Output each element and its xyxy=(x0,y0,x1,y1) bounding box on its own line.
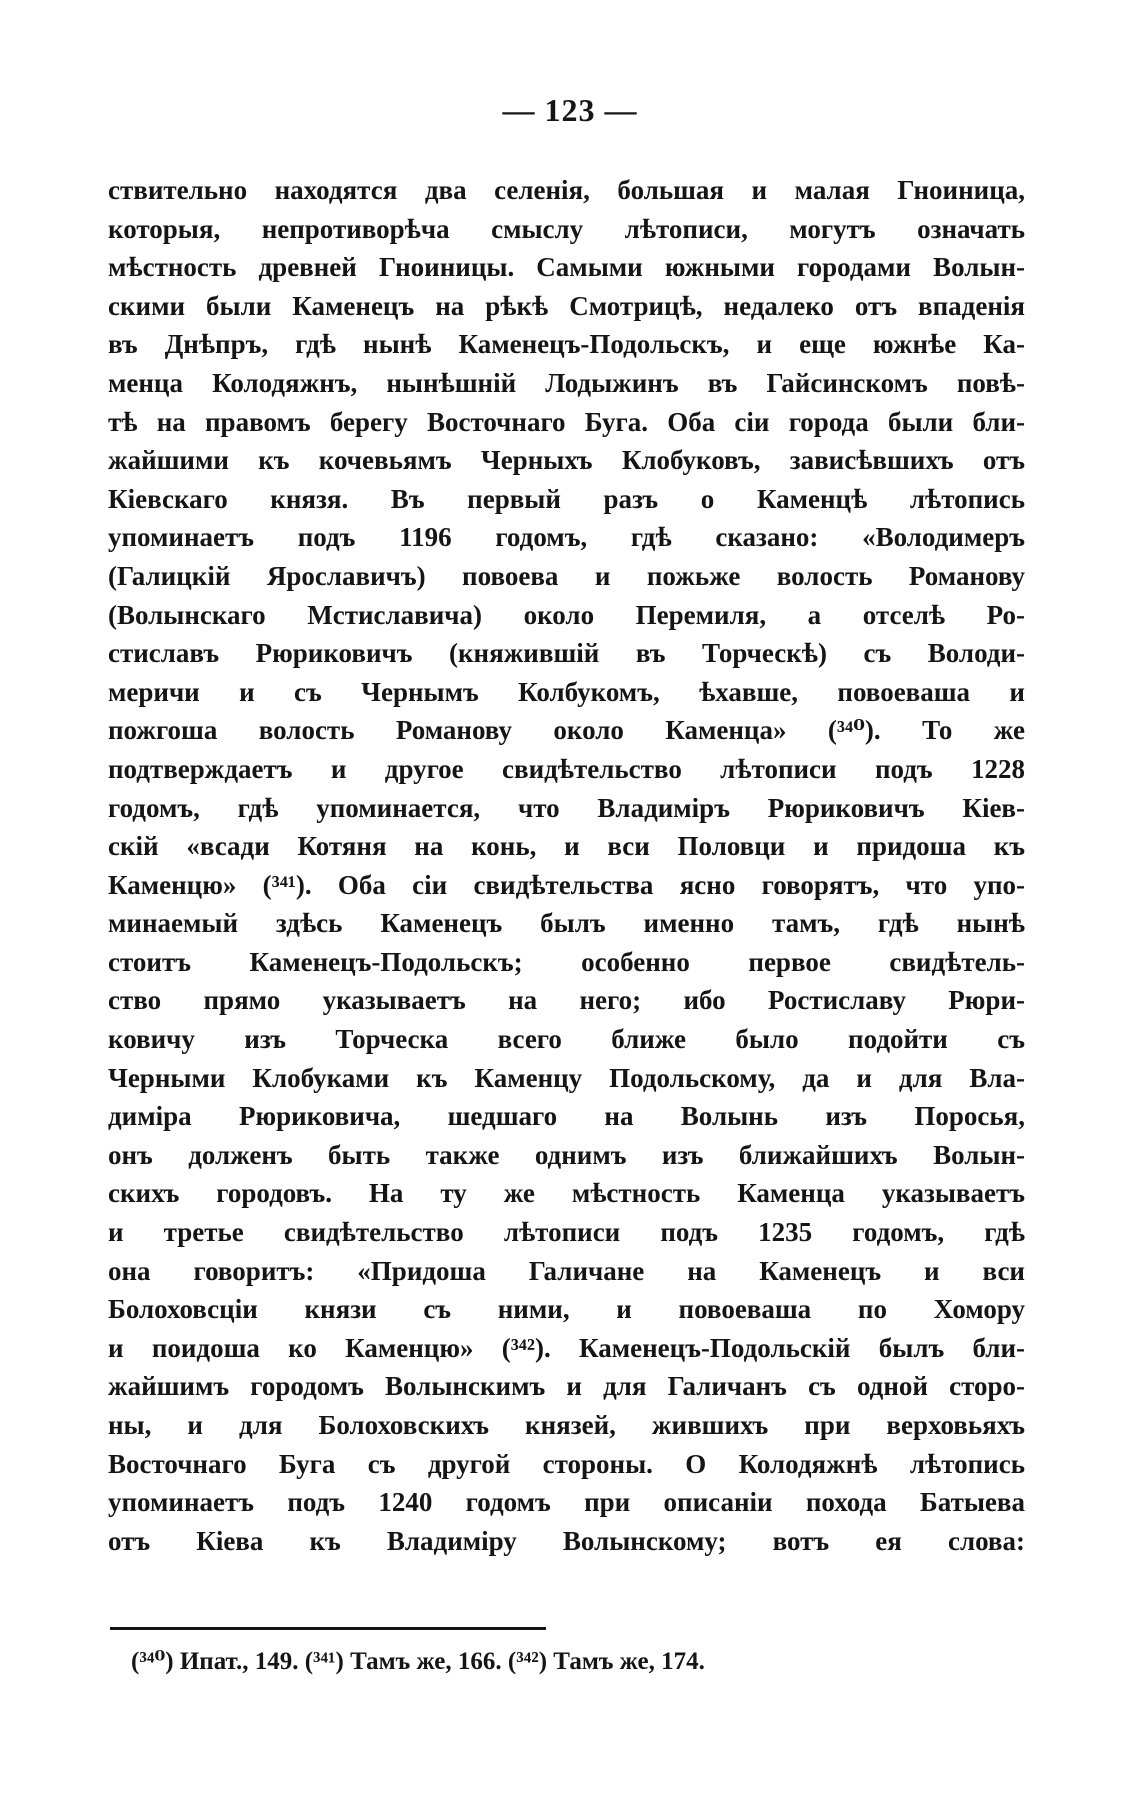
footnotes: (³⁴⁰) Ипат., 149. (³⁴¹) Тамъ же, 166. (³⁴²) Тамъ же, 174. xyxy=(131,1648,705,1675)
text-line: годомъ, гдѣ упоминается, что Владиміръ Рюриковичъ Кіев- xyxy=(108,792,1025,823)
body-text xyxy=(108,171,1025,1560)
footnote-divider xyxy=(110,1627,546,1630)
text-line: Каменцю» (³⁴¹). Оба сіи свидѣтельства ясно говорятъ, что упо- xyxy=(108,869,1025,900)
text-line: жайшимъ городомъ Волынскимъ и для Галичанъ съ одной сторо- xyxy=(108,1371,1025,1402)
text-line: которыя, непротиворѣча смыслу лѣтописи, могутъ означать xyxy=(108,213,1025,244)
text-line: онъ долженъ быть также однимъ изъ ближайшихъ Волын- xyxy=(108,1139,1025,1170)
text-line: ство прямо указываетъ на него; ибо Ростиславу Рюри- xyxy=(108,985,1025,1016)
text-line: отъ Кіева къ Владиміру Волынскому; вотъ ея слова: xyxy=(108,1525,1025,1556)
text-line: скихъ городовъ. На ту же мѣстность Каменца указываетъ xyxy=(108,1178,1025,1209)
text-line: Кіевскаго князя. Въ первый разъ о Каменцѣ лѣтопись xyxy=(108,483,1025,514)
text-line: мѣстность древней Гноиницы. Самыми южными городами Волын- xyxy=(108,252,1025,283)
text-line: жайшими къ кочевьямъ Черныхъ Клобуковъ, зависѣвшихъ отъ xyxy=(108,445,1025,476)
text-line: въ Днѣпръ, гдѣ нынѣ Каменецъ-Подольскъ, и еще южнѣе Ка- xyxy=(108,329,1025,360)
text-line: стоитъ Каменецъ-Подольскъ; особенно первое свидѣтель- xyxy=(108,946,1025,977)
text-line: подтверждаетъ и другое свидѣтельство лѣтописи подъ 1228 xyxy=(108,753,1025,784)
text-line: (Волынскаго Мстиславича) около Перемиля, а отселѣ Ро- xyxy=(108,599,1025,630)
text-line: тѣ на правомъ берегу Восточнаго Буга. Оба сіи города были бли- xyxy=(108,406,1025,437)
page-number: — 123 — xyxy=(502,92,638,128)
text-line: упоминаетъ подъ 1240 годомъ при описаніи похода Батыева xyxy=(108,1487,1025,1518)
text-line: менца Колодяжнъ, нынѣшній Лодыжинъ въ Гайсинскомъ повѣ- xyxy=(108,367,1025,398)
text-line: диміра Рюриковича, шедшаго на Волынь изъ Поросья, xyxy=(108,1101,1025,1132)
text-line: пожгоша волость Романову около Каменца» (³⁴⁰). То же xyxy=(108,715,1025,746)
text-line: она говоритъ: «Придоша Галичане на Каменецъ и вси xyxy=(108,1255,1025,1286)
text-line: меричи и съ Чернымъ Колбукомъ, ѣхавше, повоеваша и xyxy=(108,676,1025,707)
text-line: Черными Клобуками къ Каменцу Подольскому, да и для Вла- xyxy=(108,1062,1025,1093)
text-line: минаемый здѣсь Каменецъ былъ именно тамъ, гдѣ нынѣ xyxy=(108,908,1025,939)
text-line: упоминаетъ подъ 1196 годомъ, гдѣ сказано: «Володимеръ xyxy=(108,522,1025,553)
text-line: (Галицкій Ярославичъ) повоева и пожьже волость Романову xyxy=(108,560,1025,591)
text-line: ковичу изъ Торческа всего ближе было подойти съ xyxy=(108,1024,1025,1055)
text-line: Восточнаго Буга съ другой стороны. О Колодяжнѣ лѣтопись xyxy=(108,1448,1025,1479)
text-line: и третье свидѣтельство лѣтописи подъ 1235 годомъ, гдѣ xyxy=(108,1217,1025,1248)
text-line: скими были Каменецъ на рѣкѣ Смотрицѣ, недалеко отъ впаденія xyxy=(108,290,1025,321)
text-line: ны, и для Болоховскихъ князей, жившихъ при верховьяхъ xyxy=(108,1410,1025,1440)
text-line: ствительно находятся два селенія, большая и малая Гноиница, xyxy=(108,175,1025,205)
text-line: стиславъ Рюриковичъ (княжившій въ Торческѣ) съ Володи- xyxy=(108,638,1025,669)
text-line: скій «всади Котяня на конь, и вси Половци и придоша къ xyxy=(108,831,1025,862)
text-line: и поидоша ко Каменцю» (³⁴²). Каменецъ-Подольскій былъ бли- xyxy=(108,1332,1025,1363)
text-line: Болоховсціи князи съ ними, и повоеваша по Хомору xyxy=(108,1294,1025,1325)
